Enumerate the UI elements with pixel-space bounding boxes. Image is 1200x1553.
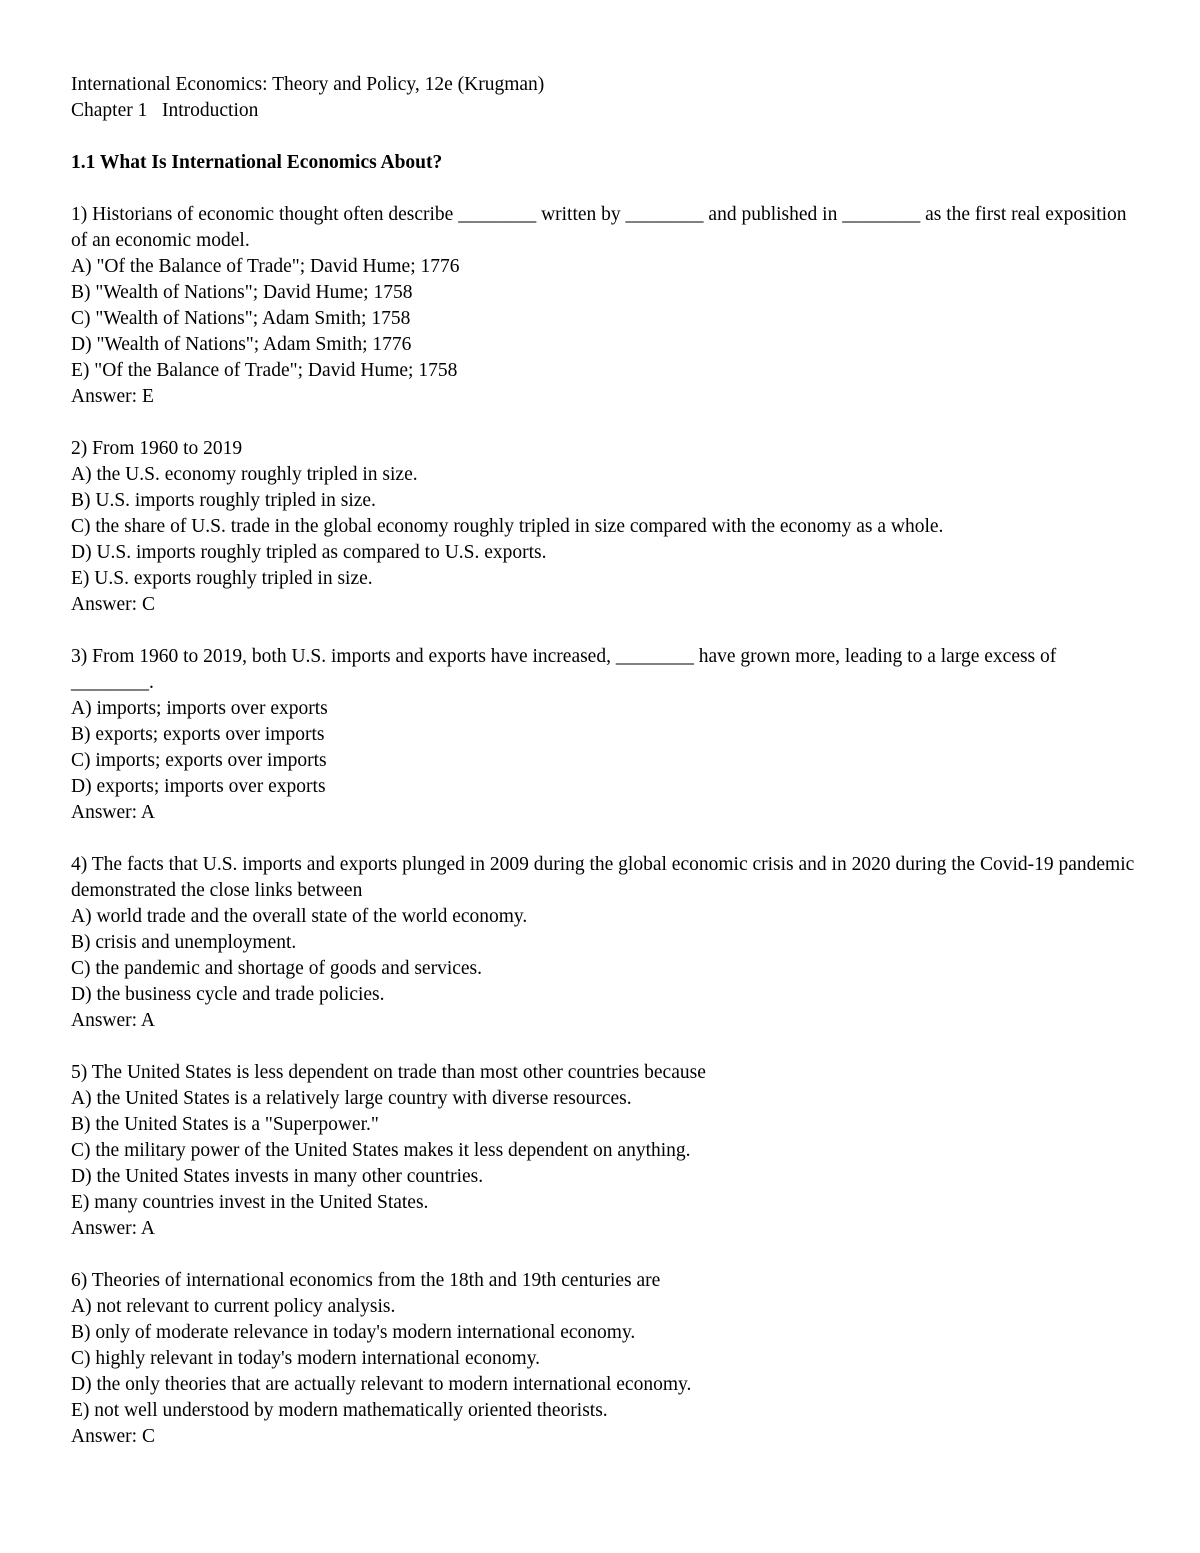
answer-option: B) U.S. imports roughly tripled in size.: [71, 490, 376, 511]
section-heading: 1.1 What Is International Economics About?: [71, 152, 443, 173]
answer-key: Answer: A: [71, 1010, 155, 1031]
answer-option: E) U.S. exports roughly tripled in size.: [71, 568, 373, 589]
question-list: [71, 202, 1141, 1450]
question-stem: 3) From 1960 to 2019, both U.S. imports and exports have increased, ________ have grown more, leading to a large excess of ________.: [71, 646, 1057, 693]
answer-option: D) "Wealth of Nations"; Adam Smith; 1776: [71, 334, 412, 355]
answer-option: C) highly relevant in today's modern international economy.: [71, 1348, 541, 1369]
answer-option: A) world trade and the overall state of the world economy.: [71, 906, 528, 927]
answer-key: Answer: A: [71, 1218, 155, 1239]
answer-option: B) "Wealth of Nations"; David Hume; 1758: [71, 282, 413, 303]
question-6: [71, 1268, 1141, 1450]
answer-option: D) exports; imports over exports: [71, 776, 326, 797]
answer-option: D) the only theories that are actually relevant to modern international economy.: [71, 1374, 692, 1395]
answer-key: Answer: A: [71, 802, 155, 823]
question-4: [71, 852, 1141, 1034]
question-3: [71, 644, 1141, 826]
answer-option: A) "Of the Balance of Trade"; David Hume; 1776: [71, 256, 460, 277]
answer-key: Answer: E: [71, 386, 154, 407]
answer-option: A) the U.S. economy roughly tripled in size.: [71, 464, 418, 485]
answer-option: B) exports; exports over imports: [71, 724, 325, 745]
answer-option: D) the business cycle and trade policies.: [71, 984, 385, 1005]
book-title: International Economics: Theory and Policy, 12e (Krugman): [71, 74, 545, 95]
answer-option: C) the military power of the United States makes it less dependent on anything.: [71, 1140, 691, 1161]
answer-option: A) not relevant to current policy analysis.: [71, 1296, 396, 1317]
answer-option: C) the pandemic and shortage of goods and services.: [71, 958, 483, 979]
document-header: [71, 72, 1141, 124]
question-stem: 2) From 1960 to 2019: [71, 438, 243, 459]
question-stem: 1) Historians of economic thought often describe ________ written by ________ and published in ________ as the first real exposition of an economic model.: [71, 204, 1127, 251]
answer-option: B) crisis and unemployment.: [71, 932, 297, 953]
question-5: [71, 1060, 1141, 1242]
question-stem: 6) Theories of international economics from the 18th and 19th centuries are: [71, 1270, 661, 1291]
document-page: [71, 72, 1141, 1476]
answer-option: C) imports; exports over imports: [71, 750, 327, 771]
question-stem: 4) The facts that U.S. imports and exports plunged in 2009 during the global economic crisis and in 2020 during the Covid-19 pandemic demonstrated the close links between: [71, 854, 1135, 901]
answer-option: D) the United States invests in many other countries.: [71, 1166, 484, 1187]
question-stem: 5) The United States is less dependent on trade than most other countries because: [71, 1062, 706, 1083]
answer-option: B) the United States is a "Superpower.": [71, 1114, 379, 1135]
answer-option: A) the United States is a relatively large country with diverse resources.: [71, 1088, 632, 1109]
answer-option: D) U.S. imports roughly tripled as compared to U.S. exports.: [71, 542, 547, 563]
answer-key: Answer: C: [71, 1426, 155, 1447]
answer-option: E) "Of the Balance of Trade"; David Hume; 1758: [71, 360, 458, 381]
chapter-title: Chapter 1 Introduction: [71, 100, 259, 121]
answer-option: C) "Wealth of Nations"; Adam Smith; 1758: [71, 308, 411, 329]
answer-option: E) many countries invest in the United States.: [71, 1192, 429, 1213]
answer-option: A) imports; imports over exports: [71, 698, 328, 719]
answer-option: E) not well understood by modern mathematically oriented theorists.: [71, 1400, 608, 1421]
answer-option: C) the share of U.S. trade in the global economy roughly tripled in size compared with the economy as a whole.: [71, 516, 944, 537]
question-1: [71, 202, 1141, 410]
answer-key: Answer: C: [71, 594, 155, 615]
answer-option: B) only of moderate relevance in today's modern international economy.: [71, 1322, 636, 1343]
question-2: [71, 436, 1141, 618]
